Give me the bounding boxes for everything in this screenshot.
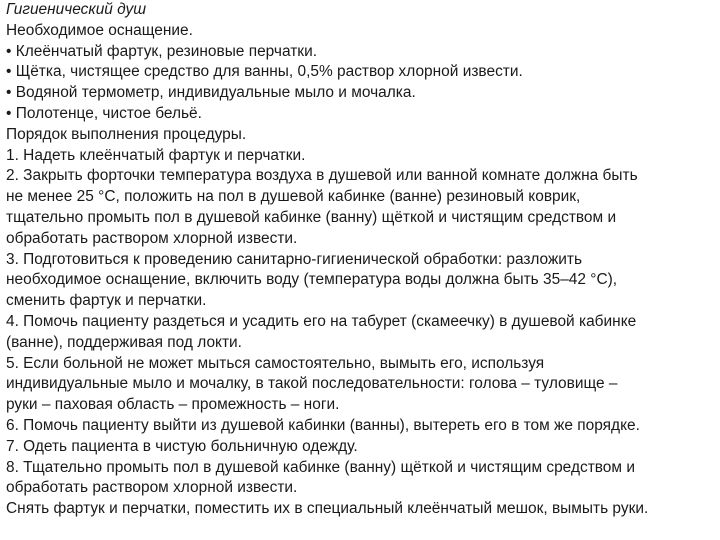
- step-4-line: (ванне), поддерживая под локти.: [6, 333, 242, 351]
- step-4-line: 4. Помочь пациенту раздеться и усадить его на табурет (скамеечку) в душевой кабинке: [6, 312, 637, 330]
- list-item-towel-linen: • Полотенце, чистое бельё.: [6, 104, 202, 122]
- step-6-line: 6. Помочь пациенту выйти из душевой кабинки (ванны), вытереть его в том же порядке.: [6, 416, 640, 434]
- document-body: [6, 0, 716, 520]
- list-item-brush-cleaner: • Щётка, чистящее средство для ванны, 0,5% раствор хлорной извести.: [6, 63, 523, 81]
- document-title: Гигиенический душ: [6, 1, 147, 18]
- step-5-line: руки – паховая область – промежность – ноги.: [6, 396, 340, 414]
- step-7-line: 7. Одеть пациента в чистую больничную одежду.: [6, 437, 358, 455]
- step-2-line: 2. Закрыть форточки температура воздуха в душевой или ванной комнате должна быть: [6, 167, 638, 185]
- step-1-line: 1. Надеть клеёнчатый фартук и перчатки.: [6, 146, 306, 164]
- step-5-line: индивидуальные мыло и мочалку, в такой последовательности: голова – туловище –: [6, 375, 618, 393]
- step-5-line: 5. Если больной не может мыться самостоятельно, вымыть его, используя: [6, 354, 545, 372]
- step-3-line: сменить фартук и перчатки.: [6, 292, 207, 310]
- step-8-line: обработать раствором хлорной извести.: [6, 479, 298, 497]
- step-3-line: 3. Подготовиться к проведению санитарно-гигиенической обработки: разложить: [6, 250, 583, 268]
- section-heading-procedure: Порядок выполнения процедуры.: [6, 125, 247, 143]
- list-item-apron-gloves: • Клеёнчатый фартук, резиновые перчатки.: [6, 42, 318, 60]
- step-3-line: необходимое оснащение, включить воду (температура воды должна быть 35–42 °С),: [6, 271, 618, 289]
- step-2-line: обработать раствором хлорной извести.: [6, 229, 298, 247]
- final-step-line: Снять фартук и перчатки, поместить их в специальный клеёнчатый мешок, вымыть руки.: [6, 500, 649, 518]
- step-2-line: не менее 25 °С, положить на пол в душевой кабинке (ванне) резиновый коврик,: [6, 188, 581, 206]
- step-2-line: тщательно промыть пол в душевой кабинке (ванну) щёткой и чистящим средством и: [6, 208, 617, 226]
- step-8-line: 8. Тщательно промыть пол в душевой кабинке (ванну) щёткой и чистящим средством и: [6, 458, 635, 476]
- list-item-thermometer-soap: • Водяной термометр, индивидуальные мыло и мочалка.: [6, 84, 416, 102]
- section-heading-equipment: Необходимое оснащение.: [6, 21, 193, 39]
